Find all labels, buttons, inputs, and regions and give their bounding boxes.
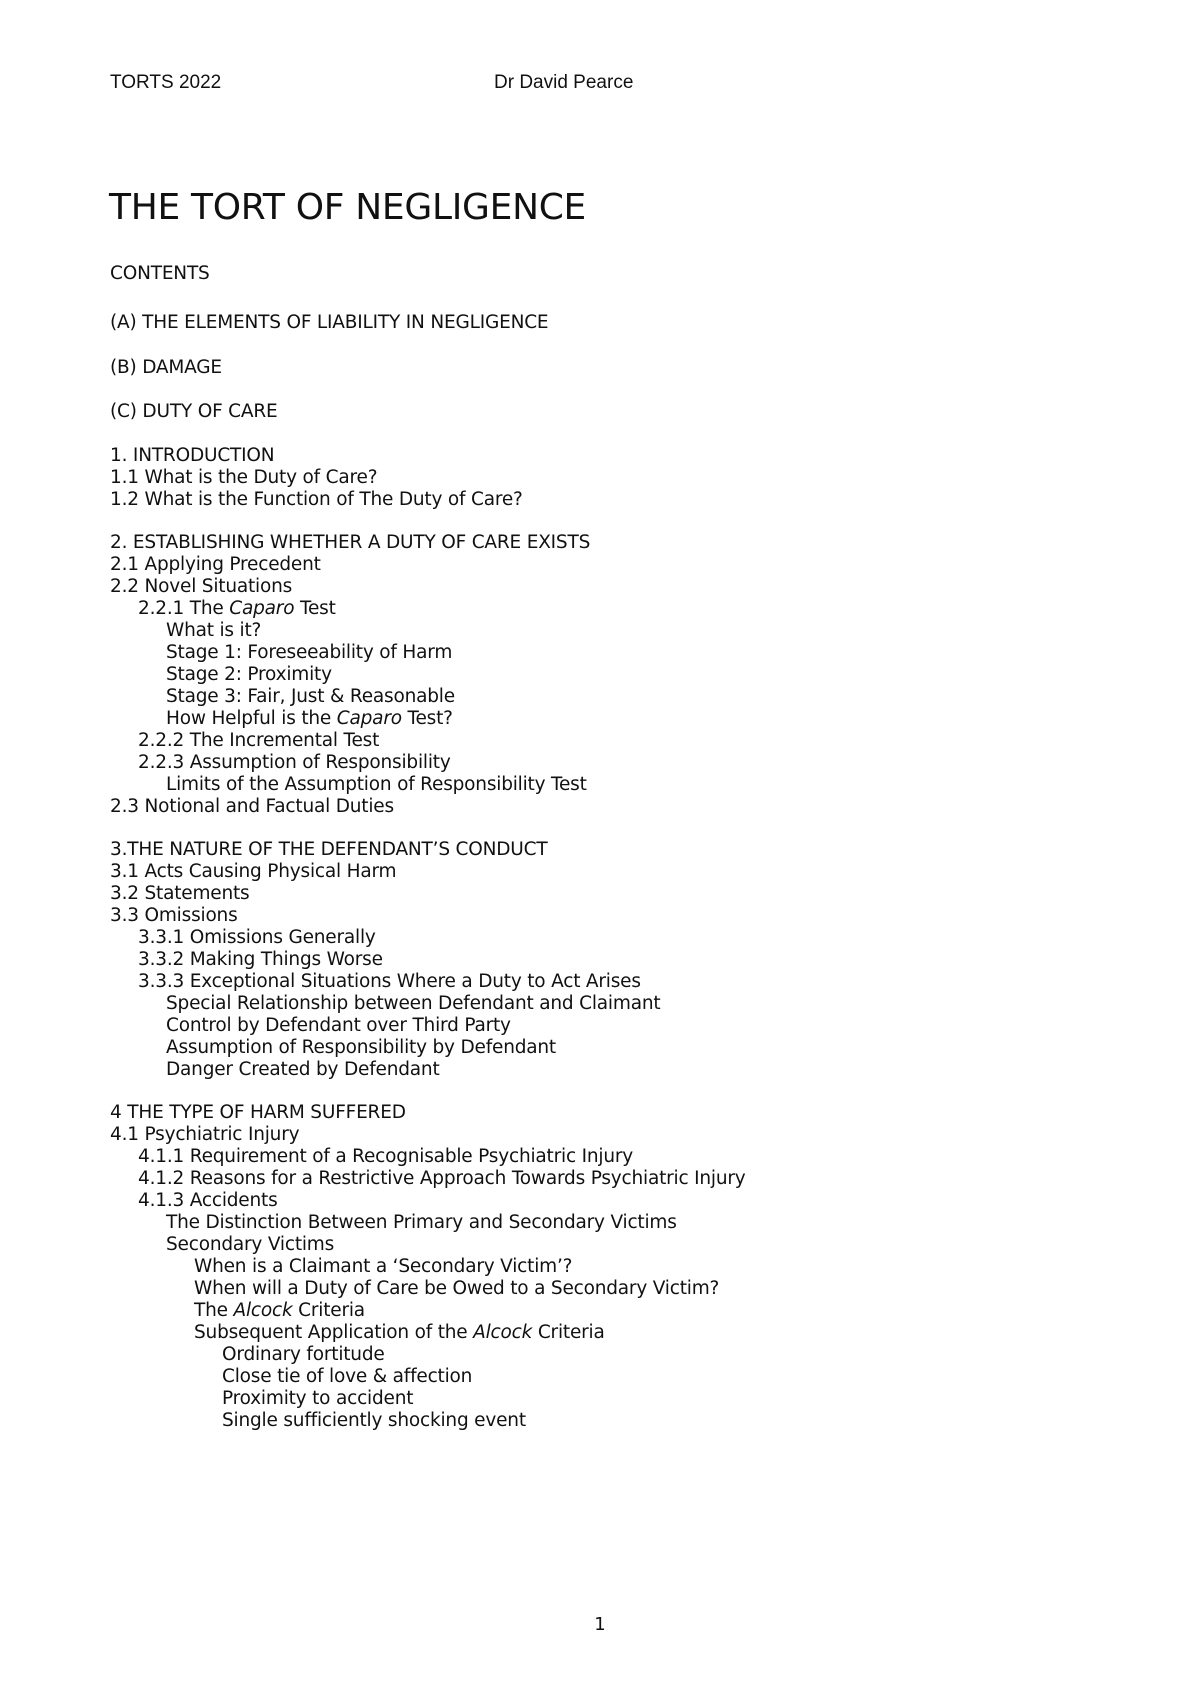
- toc-entry: Stage 2: Proximity: [166, 664, 332, 685]
- toc-entry: 3.3.1 Omissions Generally: [138, 927, 376, 948]
- toc-entry: 4.1.3 Accidents: [138, 1190, 278, 1211]
- toc-entry: When will a Duty of Care be Owed to a Secondary Victim?: [194, 1278, 720, 1299]
- toc-entry: The Distinction Between Primary and Secondary Victims: [166, 1212, 677, 1233]
- toc-entry: 2.2.1 The Caparo Test: [138, 598, 336, 619]
- toc-entry: 2.2.2 The Incremental Test: [138, 730, 380, 751]
- toc-entry: Danger Created by Defendant: [166, 1059, 440, 1080]
- toc-entry: Proximity to accident: [222, 1388, 414, 1409]
- toc-entry: 1.2 What is the Function of The Duty of Care?: [110, 489, 523, 510]
- toc-entry: When is a Claimant a ‘Secondary Victim’?: [194, 1256, 573, 1277]
- toc-entry: Limits of the Assumption of Responsibility Test: [166, 774, 587, 795]
- header-course: TORTS 2022: [110, 72, 222, 93]
- toc-entry: 2.3 Notional and Factual Duties: [110, 796, 394, 817]
- toc-entry: 3.2 Statements: [110, 883, 250, 904]
- toc-entry: 1.1 What is the Duty of Care?: [110, 467, 378, 488]
- toc-entry: The Alcock Criteria: [194, 1300, 365, 1321]
- toc-entry: Close tie of love & affection: [222, 1366, 473, 1387]
- toc-entry: 2. ESTABLISHING WHETHER A DUTY OF CARE EXISTS: [110, 532, 591, 553]
- toc-entry: Assumption of Responsibility by Defendant: [166, 1037, 556, 1058]
- toc-entry: 3.1 Acts Causing Physical Harm: [110, 861, 397, 882]
- toc-entry: Ordinary fortitude: [222, 1344, 385, 1365]
- header-author: Dr David Pearce: [494, 72, 634, 93]
- toc-entry: 4.1.2 Reasons for a Restrictive Approach Towards Psychiatric Injury: [138, 1168, 746, 1189]
- toc-entry: (A) THE ELEMENTS OF LIABILITY IN NEGLIGENCE: [110, 312, 549, 333]
- toc-entry: Secondary Victims: [166, 1234, 335, 1255]
- toc-entry: 2.1 Applying Precedent: [110, 554, 321, 575]
- toc-entry: (C) DUTY OF CARE: [110, 401, 278, 422]
- toc-entry: 4.1.1 Requirement of a Recognisable Psychiatric Injury: [138, 1146, 634, 1167]
- toc-entry: 4.1 Psychiatric Injury: [110, 1124, 300, 1145]
- toc-entry: 1. INTRODUCTION: [110, 445, 275, 466]
- toc-entry: 2.2.3 Assumption of Responsibility: [138, 752, 451, 773]
- toc-entry: What is it?: [166, 620, 262, 641]
- toc-entry: 3.THE NATURE OF THE DEFENDANT’S CONDUCT: [110, 839, 548, 860]
- toc-entry: How Helpful is the Caparo Test?: [166, 708, 453, 729]
- toc-entry: Special Relationship between Defendant and Claimant: [166, 993, 661, 1014]
- page-number: 1: [594, 1614, 606, 1635]
- toc-entry: 3.3.2 Making Things Worse: [138, 949, 383, 970]
- toc-entry: Control by Defendant over Third Party: [166, 1015, 511, 1036]
- toc-entry: 3.3 Omissions: [110, 905, 238, 926]
- toc-entry: CONTENTS: [110, 263, 210, 284]
- toc-entry: (B) DAMAGE: [110, 357, 222, 378]
- toc-entry: 2.2 Novel Situations: [110, 576, 293, 597]
- toc-entry: 3.3.3 Exceptional Situations Where a Duty to Act Arises: [138, 971, 641, 992]
- toc-entry: Stage 1: Foreseeability of Harm: [166, 642, 453, 663]
- toc-entry: Stage 3: Fair, Just & Reasonable: [166, 686, 455, 707]
- document-title: THE TORT OF NEGLIGENCE: [109, 187, 586, 228]
- toc-entry: 4 THE TYPE OF HARM SUFFERED: [110, 1102, 406, 1123]
- toc-entry: Subsequent Application of the Alcock Criteria: [194, 1322, 605, 1343]
- toc-entry: Single sufficiently shocking event: [222, 1410, 526, 1431]
